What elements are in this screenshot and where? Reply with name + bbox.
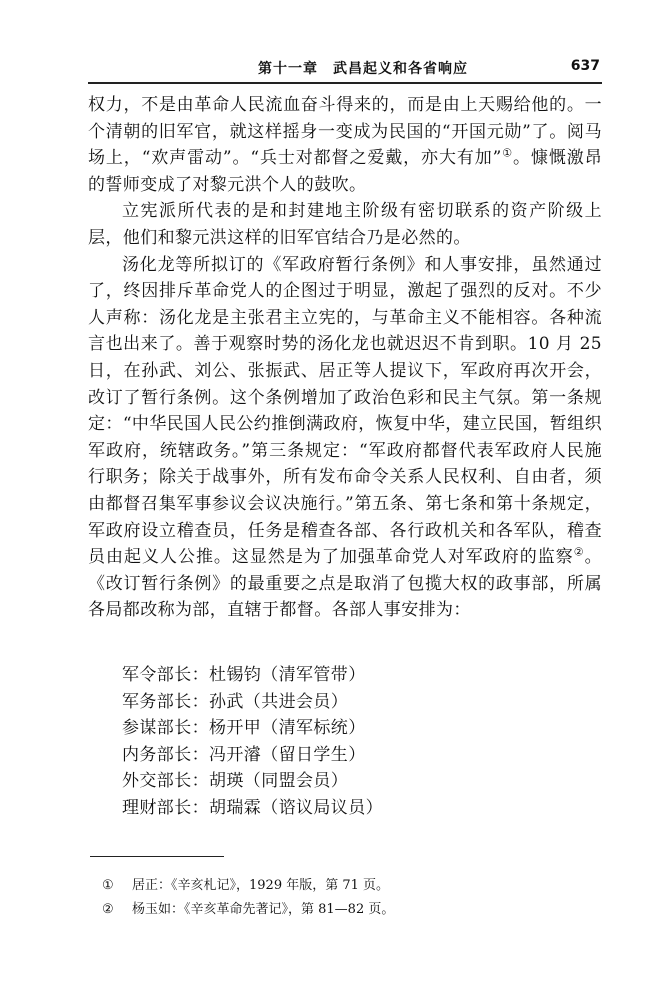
paragraph [88, 252, 602, 624]
list-item: 内务部长：冯开濬（留日学生） [122, 744, 366, 765]
list-item: 外交部长：胡瑛（同盟会员） [122, 771, 349, 792]
chapter-title: 第十一章 武昌起义和各省响应 [258, 61, 468, 77]
footnote-mark: ① [102, 878, 114, 893]
footnotes [102, 874, 582, 922]
running-header [88, 56, 602, 84]
footnote-ref-1: ① [501, 146, 514, 160]
list-item: 理财部长：胡瑞霖（谘议局议员） [122, 797, 383, 818]
paragraph-continued [88, 92, 602, 198]
paragraph-text: 立宪派所代表的是和封建地主阶级有密切联系的资产阶级上层，他们和黎元洪这样的旧军官结合乃是必然的。 [88, 201, 602, 248]
footnote-ref-2: ② [573, 545, 585, 559]
paragraph-tail: 。《改订暂行条例》的最重要之点是取消了包揽大权的政事部，所属各局都改称为部，直辖于都督。各部人事安排为： [88, 547, 602, 621]
footnote-mark: ② [102, 902, 114, 917]
paragraph-tail: 。慷慨激昂的誓师变成了对黎元洪个人的鼓吹。 [88, 148, 603, 195]
appointment-list [122, 662, 542, 822]
list-item: 参谋部长：杨开甲（清军标统） [122, 718, 366, 739]
list-item: 军务部长：孙武（共进会员） [122, 691, 349, 712]
footnote [102, 874, 582, 898]
footnote-text: 居正：《辛亥札记》，1929 年版，第 71 页。 [132, 878, 390, 893]
paragraph [88, 198, 602, 251]
paragraph-text: 汤化龙等所拟订的《军政府暂行条例》和人事安排，虽然通过了，终因排斥革命党人的企图过于明显，激起了强烈的反对。不少人声称：汤化龙是主张君主立宪的，与革命主义不能相容。各种流言也出来了。善于观察时势的汤化龙也就迟迟不肯到职。10 月 25 日，在孙武、刘公、张振武、居正等人提议下，军政府再次开会，改订了暂行条例。这个条例增加了政治色彩和民主气氛。第一条规定：“中华民国人民公约推倒满政府，恢复中华，建立民国，暂组织军政府，统辖政务。”第三条规定：“军政府都督代表军政府人民施行职务；除关于战事外，所有发布命令关系人民权利、自由者，须由都督召集军事参议会议决施行。”第五条、第七条和第十条规定，军政府设立稽查员，任务是稽查各部、各行政机关和各军队，稽查员由起义人公推。这显然是为了加强革命党人对军政府的监察 [88, 254, 602, 568]
footnote-divider [90, 856, 224, 857]
paragraph-text: 权力，不是由革命人民流血奋斗得来的，而是由上天赐给他的。一个清朝的旧军官，就这样摇身一变成为民国的“开国元勋”了。阅马场上，“欢声雷动”。“兵士对都督之爱戴，亦大有加” [88, 95, 602, 169]
footnote-text: 杨玉如：《辛亥革命先著记》，第 81—82 页。 [132, 902, 395, 917]
page-number: 637 [570, 58, 600, 74]
list-item: 军令部长：杜锡钧（清军管带） [122, 665, 366, 685]
body-text [88, 92, 602, 624]
footnote [102, 898, 582, 922]
